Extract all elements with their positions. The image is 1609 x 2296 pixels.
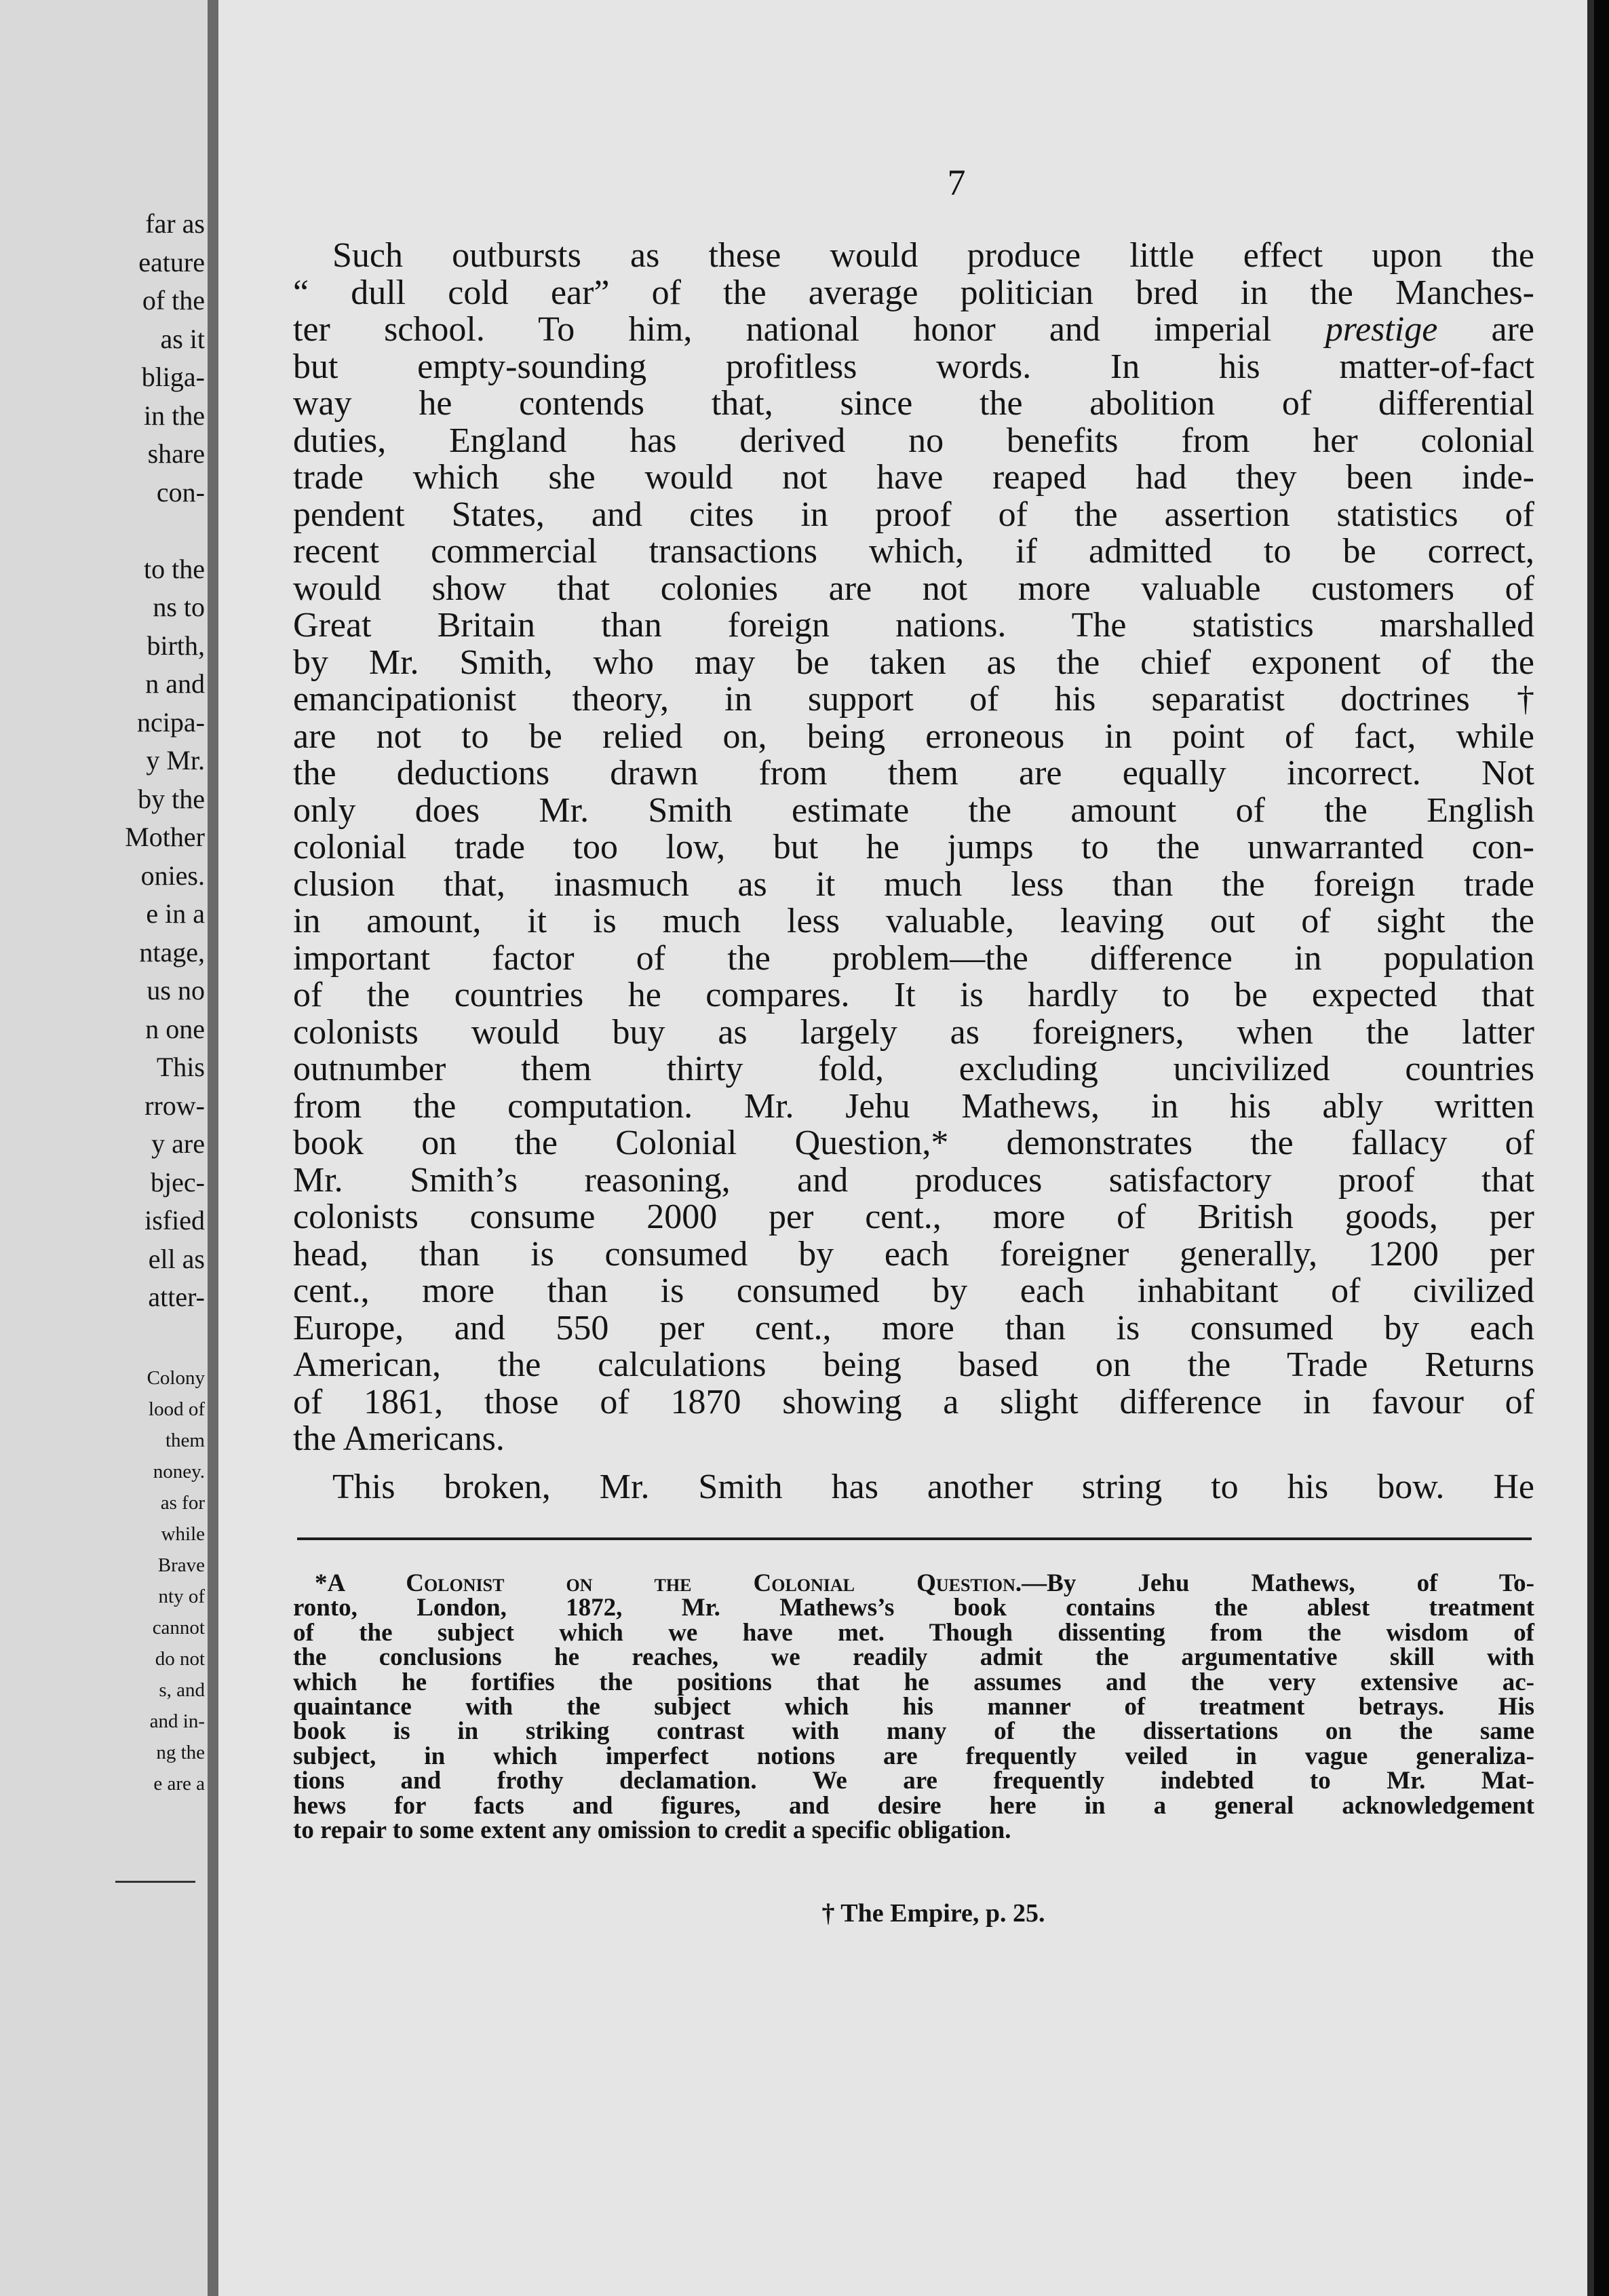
paragraph-1-line: outnumber them thirty fold, excluding uncivilized countries [293,1050,1534,1088]
facing-page-note-line: nty of [158,1586,205,1607]
facing-page-line: birth, [147,630,205,661]
footnote-line: tions and frothy declamation. We are frequently indebted to Mr. Mat- [293,1767,1534,1795]
facing-page-line: in the [144,400,205,431]
facing-page-line: isfied [144,1205,205,1236]
paragraph-1-line: head, than is consumed by each foreigner generally, 1200 per [293,1234,1534,1274]
paragraph-1-line: ter school. To him, national honor and imperial prestige are [293,310,1535,349]
facing-page-line: ntage, [139,936,205,968]
paragraph-1-line: pendent States, and cites in proof of the assertion statistics of [293,495,1534,534]
paragraph-1-line: “ dull cold ear” of the average politician bred in the Manches- [293,273,1534,312]
paragraph-1-line: way he contends that, since the abolition of differential [293,384,1534,423]
paragraph-1-line: colonial trade too low, but he jumps to the unwarranted con- [293,828,1534,866]
paragraph-1-line: emancipationist theory, in support of his separatist doctrines† [293,680,1534,719]
page-number: 7 [947,162,966,203]
paragraph-2 [293,1469,1534,1506]
facing-page-footnote-rule [115,1881,195,1883]
facing-page-line: This [156,1052,205,1082]
footnote-line: hews for facts and figures, and desire here in a general acknowledgement [293,1791,1534,1820]
facing-page-line: y are [151,1128,205,1159]
facing-page-footnote [3,1362,205,1799]
facing-page-note-line: noney. [153,1461,205,1482]
footnote-line: to repair to some extent any omission to credit a specific obligation. [293,1816,1011,1844]
paragraph-1-line: of the countries he compares. It is hardly to be expected that [293,976,1534,1014]
footnote-rule [297,1537,1532,1540]
facing-page-line: bliga- [141,362,205,392]
body-text [293,237,1534,1506]
facing-page-line: eature [138,246,205,278]
facing-page-line: to the [144,553,205,584]
book-gutter [208,0,218,2296]
paragraph-1-line: Such outbursts as these would produce little effect upon the [332,236,1534,275]
facing-page-note-line: while [161,1523,205,1545]
paragraph-1-line: in amount, it is much less valuable, leaving out of sight the [293,902,1534,940]
facing-page-line: far as [145,208,205,239]
paragraph-1-line: duties, England has derived no benefits from her colonial [293,421,1534,460]
paragraph-1-line: important factor of the problem—the difference in population [293,938,1534,978]
book-page [218,0,1587,2296]
emphasis-prestige: prestige [1325,310,1438,349]
facing-page-note-line: cannot [152,1617,205,1639]
facing-page-line: con- [156,476,205,508]
facing-page-line: ns to [153,592,205,622]
footnote-lines [293,1596,1534,1843]
paragraph-1-line: from the computation. Mr. Jehu Mathews, in his ably written [293,1086,1534,1126]
facing-page-note-line: Colony [147,1367,205,1389]
facing-page-line: n one [145,1013,205,1044]
footnote-first-rest: —By Jehu Mathews, of To- [1022,1569,1534,1597]
paragraph-2-line: This broken, Mr. Smith has another string to his bow. He [332,1467,1534,1506]
paragraph-1-line: cent., more than is consumed by each inhabitant of civilized [293,1271,1534,1310]
paragraph-1-line: the Americans. [293,1419,505,1458]
facing-page-line: bjec- [151,1166,205,1198]
footnote-line: the conclusions he reaches, we readily admit the argumentative skill with [293,1643,1534,1672]
facing-page-note-line: and in- [149,1710,205,1732]
paragraph-1-line: Europe, and 550 per cent., more than is consumed by each [293,1308,1534,1347]
paragraph-1-line: only does Mr. Smith estimate the amount of the English [293,790,1534,830]
paragraph-1-line: by Mr. Smith, who may be taken as the chief exponent of the [293,643,1534,682]
page-right-edge [1587,0,1594,2296]
facing-page-note-line: lood of [149,1398,205,1420]
footnote-line: which he fortifies the positions that he assumes and the very extensive ac- [293,1668,1534,1696]
paragraph-1-line: but empty-sounding profitless words. In his matter-of-fact [293,347,1534,386]
facing-page-line: rrow- [144,1090,205,1121]
footnote [293,1571,1534,1843]
facing-page-note-line: ng the [156,1742,205,1763]
paragraph-1-line: book on the Colonial Question,* demonstrates the fallacy of [293,1124,1534,1162]
facing-page-line: e in a [146,898,205,929]
facing-page-note-line: Brave [157,1554,205,1576]
paragraph-1-line: would show that colonies are not more valuable customers of [293,569,1534,608]
footnote-line-1 [293,1571,1534,1596]
facing-page-note-line: do not [155,1648,205,1670]
footnote-line: quaintance with the subject which his manner of treatment betrays. His [293,1692,1534,1721]
footnote-line: of the subject which we have met. Though dissenting from the wisdom of [293,1618,1534,1647]
facing-page-line [4,512,205,550]
facing-page-note-line: as for [160,1492,205,1514]
facing-page-line: share [147,438,205,469]
facing-page-line: ell as [148,1243,205,1274]
facing-page-line: ncipa- [137,706,205,738]
facing-page-note-line: e are a [153,1773,205,1795]
footnote-book-title: *A Colonist on the Colonial Question. [315,1569,1022,1597]
facing-page-fragment [0,0,208,2296]
facing-page-line: onies. [140,860,205,891]
facing-page-line: us no [147,975,205,1006]
facing-page-line: as it [160,323,205,354]
paragraph-1-line: of 1861, those of 1870 showing a slight difference in favour of [293,1382,1534,1421]
paragraph-1-line: are not to be relied on, being erroneous in point of fact, while [293,716,1534,756]
paragraph-1-line: clusion that, inasmuch as it much less than the foreign trade [293,864,1534,904]
paragraph-1-line: trade which she would not have reaped had they been inde- [293,458,1534,497]
paragraph-1-line: Great Britain than foreign nations. The statistics marshalled [293,606,1534,645]
footnote-line: subject, in which imperfect notions are frequently veiled in vague generaliza- [293,1742,1534,1770]
facing-page-line: of the [142,285,205,315]
facing-page-note-line: s, and [159,1679,205,1701]
facing-page-line: Mother [125,822,205,852]
facing-page-line: n and [145,668,205,699]
facing-page-line: atter- [148,1282,205,1312]
dagger-footnote: † The Empire, p. 25. [821,1899,1045,1928]
paragraph-1-line: the deductions drawn from them are equally incorrect. Not [293,754,1534,792]
facing-page-line: by the [138,783,205,814]
paragraph-1-line: colonists would buy as largely as foreigners, when the latter [293,1012,1534,1052]
footnote-line: book is in striking contrast with many of the dissertations on the same [293,1717,1534,1746]
facing-page-line: y Mr. [146,745,205,776]
facing-page-text [4,205,205,1317]
footnote-line: ronto, London, 1872, Mr. Mathews’s book contains the ablest treatment [293,1594,1534,1622]
paragraph-1 [293,237,1534,1458]
paragraph-1-line: colonists consume 2000 per cent., more of British goods, per [293,1198,1534,1236]
paragraph-1-line: American, the calculations being based on the Trade Returns [293,1345,1534,1384]
facing-page-note-line: them [166,1430,205,1451]
paragraph-1-line: recent commercial transactions which, if admitted to be correct, [293,532,1534,571]
paragraph-1-line: Mr. Smith’s reasoning, and produces satisfactory proof that [293,1160,1534,1200]
